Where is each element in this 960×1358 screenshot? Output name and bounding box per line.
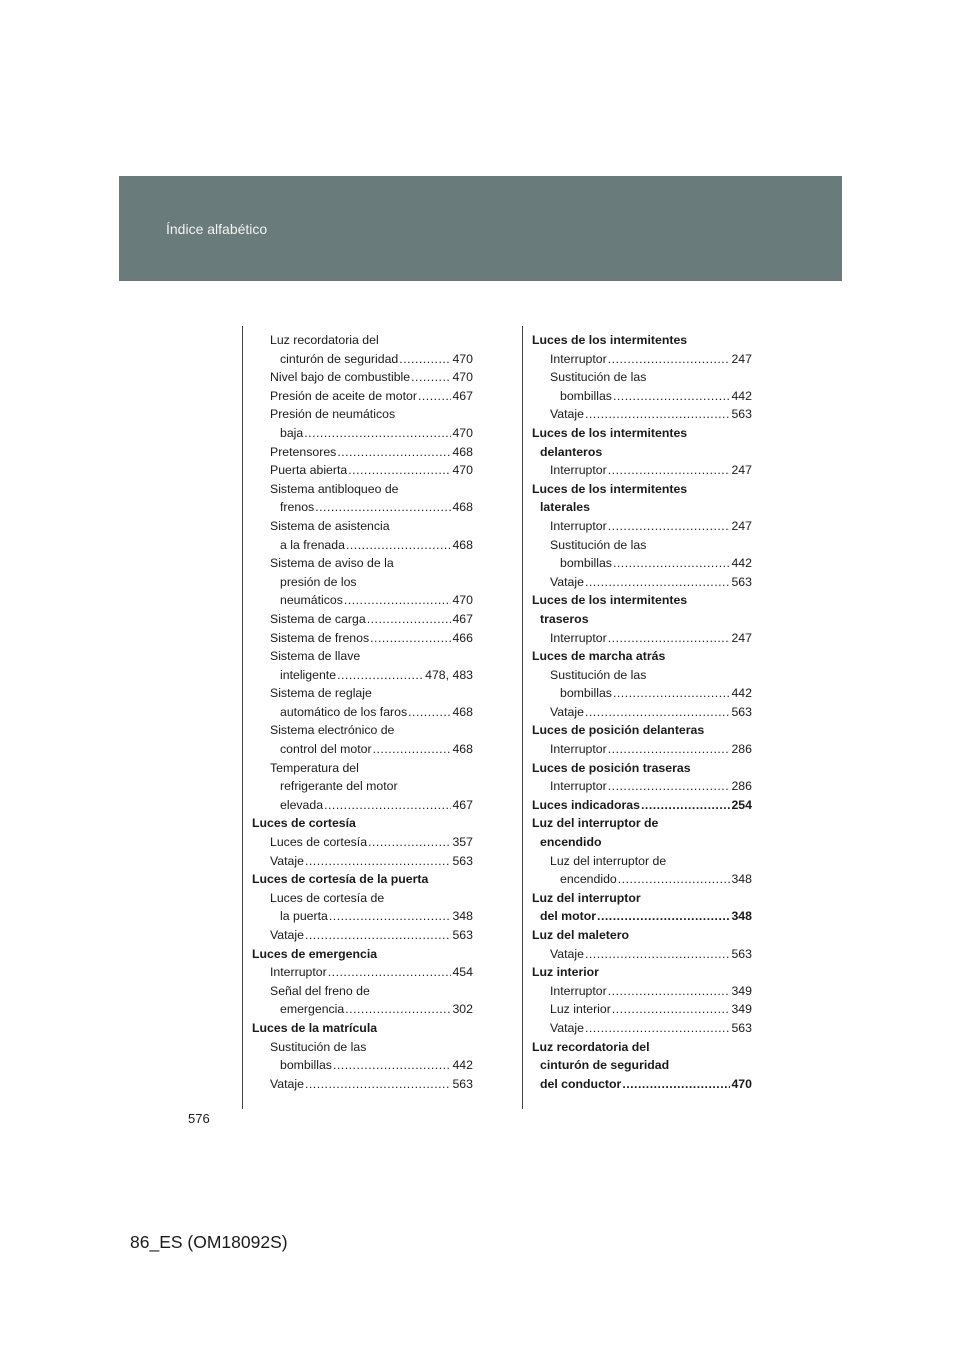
index-entry-text: Señal del freno de	[270, 983, 370, 998]
index-page-ref: 468	[452, 704, 473, 719]
index-page-ref: 563	[731, 1020, 752, 1035]
index-page-ref: 468	[452, 500, 473, 515]
index-entry	[532, 777, 752, 796]
index-entry	[532, 982, 752, 1001]
index-entry-text: Sistema antibloqueo de	[270, 481, 399, 496]
index-entry-text: Vataje	[550, 407, 584, 422]
index-entry-text: Luces de posición traseras	[532, 760, 691, 775]
index-entry-text: Luces indicadoras	[532, 797, 640, 812]
dot-leader	[612, 1000, 731, 1019]
index-entry	[532, 907, 752, 926]
column-divider-left	[242, 326, 243, 1109]
index-page-ref: 563	[731, 407, 752, 422]
index-page-ref: 442	[731, 556, 752, 571]
index-entry	[252, 629, 473, 648]
index-entry	[252, 461, 473, 480]
index-entry-text: Interruptor	[270, 965, 327, 980]
index-entry	[252, 368, 473, 387]
dot-leader	[399, 350, 451, 369]
index-entry-text: Luz del interruptor de	[550, 853, 667, 868]
index-entry-text: Luces de los intermitentes	[532, 333, 688, 347]
dot-leader	[418, 387, 452, 406]
index-entry-text: Luz del maletero	[532, 928, 630, 942]
index-entry	[532, 833, 752, 852]
index-entry	[532, 498, 752, 517]
index-entry-text: a la frenada	[280, 537, 345, 552]
index-entry-text: neumáticos	[280, 593, 343, 608]
index-entry-text: Interruptor	[550, 983, 607, 998]
index-entry-text: Interruptor	[550, 742, 607, 757]
index-entry-text: Luces de cortesía	[252, 816, 356, 831]
index-entry-text: frenos	[280, 500, 315, 515]
dot-leader	[315, 498, 451, 517]
index-entry	[532, 629, 752, 648]
index-entry-text: Sistema electrónico de	[270, 723, 395, 738]
dot-leader	[608, 777, 731, 796]
dot-leader	[304, 424, 451, 443]
index-page-ref: 247	[731, 463, 752, 478]
dot-leader	[370, 629, 451, 648]
dot-leader	[328, 963, 452, 982]
dot-leader	[345, 1000, 451, 1019]
dot-leader	[597, 907, 730, 926]
dot-leader	[337, 666, 424, 685]
index-entry-text: Luz del interruptor de	[532, 816, 659, 831]
index-entry	[252, 1075, 473, 1094]
index-entry	[252, 852, 473, 871]
index-entry	[532, 1075, 752, 1094]
index-entry-text: Luces de los intermitentes	[532, 481, 688, 496]
index-entry-text: Interruptor	[550, 351, 607, 366]
index-entry-text: Luz interior	[550, 1002, 611, 1017]
index-entry	[252, 963, 473, 982]
index-entry-text: Sustitución de las	[550, 667, 647, 682]
index-entry	[532, 963, 752, 982]
dot-leader	[333, 1056, 452, 1075]
index-page-ref: 348	[731, 872, 752, 887]
index-entry	[532, 796, 752, 815]
index-entry	[532, 331, 752, 350]
index-entry-text: Interruptor	[550, 518, 607, 533]
index-entry-text: bombillas	[280, 1058, 332, 1073]
dot-leader	[368, 833, 451, 852]
index-entry-text: Interruptor	[550, 463, 607, 478]
index-page-ref: 466	[452, 630, 473, 645]
dot-leader	[337, 443, 451, 462]
index-entry	[252, 945, 473, 964]
index-entry	[532, 721, 752, 740]
index-page-ref: 467	[452, 797, 473, 812]
index-entry-text: Vataje	[270, 1076, 304, 1091]
index-entry-text: Sistema de reglaje	[270, 686, 372, 701]
dot-leader	[608, 740, 731, 759]
index-entry	[252, 405, 473, 424]
index-page-ref: 348	[452, 909, 473, 924]
index-entry	[252, 684, 473, 703]
index-entry	[252, 703, 473, 722]
index-page-ref: 247	[731, 630, 752, 645]
index-entry-text: Vataje	[270, 928, 304, 942]
index-page-ref: 286	[731, 742, 752, 757]
index-entry-text: Luces de cortesía de la puerta	[252, 872, 429, 887]
index-entry	[532, 424, 752, 443]
index-entry	[252, 870, 473, 889]
index-entry-text: Temperatura del	[270, 760, 359, 775]
index-entry-text: presión de los	[280, 574, 357, 589]
index-entry-text: Luz interior	[532, 965, 599, 980]
index-entry-text: Vataje	[550, 946, 584, 961]
index-entry	[252, 573, 473, 592]
index-entry	[532, 368, 752, 387]
index-entry-text: bombillas	[560, 388, 612, 403]
index-page-ref: 563	[731, 574, 752, 589]
dot-leader	[608, 982, 731, 1001]
index-page-ref: 468	[452, 537, 473, 552]
index-entry-text: Vataje	[550, 704, 584, 719]
index-entry-text: del motor	[540, 909, 597, 924]
index-entry-text: Sistema de carga	[270, 611, 366, 626]
index-entry-text: cinturón de seguridad	[540, 1058, 670, 1073]
index-entry-text: Luces de cortesía de	[270, 890, 385, 905]
index-entry-text: del conductor	[540, 1076, 622, 1091]
index-entry-text: Vataje	[550, 1020, 584, 1035]
index-page-ref: 563	[452, 853, 473, 868]
dot-leader	[608, 629, 731, 648]
dot-leader	[641, 796, 730, 815]
index-entry-text: Sustitución de las	[270, 1039, 367, 1054]
index-entry-text: baja	[280, 425, 304, 440]
index-page-ref: 247	[731, 518, 752, 533]
index-entry-text: Sistema de llave	[270, 649, 361, 664]
index-entry-text: bombillas	[560, 556, 612, 571]
index-page-ref: 563	[731, 946, 752, 961]
index-page-ref: 247	[731, 351, 752, 366]
document-code: 86_ES (OM18092S)	[130, 1232, 288, 1252]
index-page-ref: 302	[452, 1002, 473, 1017]
index-entry-text: la puerta	[280, 909, 328, 924]
index-entry	[532, 666, 752, 685]
index-entry-text: Luces de posición delanteras	[532, 723, 705, 738]
index-page-ref: 442	[731, 686, 752, 701]
index-page-ref: 442	[452, 1058, 473, 1073]
index-page-ref: 468	[452, 444, 473, 459]
index-entry	[532, 852, 752, 871]
index-entry	[532, 443, 752, 462]
index-entry	[532, 554, 752, 573]
index-entry	[532, 684, 752, 703]
index-entry	[532, 536, 752, 555]
index-entry-text: Vataje	[550, 574, 584, 589]
index-page-ref: 442	[731, 388, 752, 403]
index-entry-text: automático de los faros	[280, 704, 408, 719]
index-page-ref: 468	[452, 742, 473, 757]
index-entry	[252, 926, 473, 945]
index-entry	[252, 982, 473, 1001]
index-entry	[532, 461, 752, 480]
index-entry	[532, 945, 752, 964]
index-entry	[252, 591, 473, 610]
dot-leader	[585, 1019, 731, 1038]
index-entry-text: control del motor	[280, 742, 372, 757]
index-entry-text: Luces de emergencia	[252, 946, 378, 961]
index-entry	[252, 1056, 473, 1075]
index-entry	[252, 350, 473, 369]
section-title: Índice alfabético	[166, 221, 268, 237]
index-entry	[252, 443, 473, 462]
dot-leader	[344, 591, 452, 610]
index-entry	[252, 424, 473, 443]
index-entry-text: refrigerante del motor	[280, 779, 398, 794]
index-page-ref: 478, 483	[425, 667, 473, 682]
index-entry-text: Luces de cortesía	[270, 835, 368, 850]
index-entry-text: Sustitución de las	[550, 370, 647, 385]
index-page-ref: 470	[452, 593, 473, 608]
index-entry	[532, 1056, 752, 1075]
index-entry	[532, 610, 752, 629]
column-divider-right	[522, 326, 523, 1109]
index-page-ref: 470	[452, 370, 473, 385]
index-entry-text: Puerta abierta	[270, 463, 348, 478]
index-entry	[252, 536, 473, 555]
index-entry	[532, 591, 752, 610]
dot-leader	[411, 368, 451, 387]
index-entry-text: Luces de los intermitentes	[532, 593, 688, 608]
dot-leader	[408, 703, 451, 722]
index-entry	[532, 405, 752, 424]
index-entry-text: Presión de aceite de motor	[270, 388, 417, 403]
dot-leader	[305, 852, 452, 871]
index-page-ref: 563	[452, 928, 473, 942]
index-entry	[252, 889, 473, 908]
dot-leader	[346, 536, 452, 555]
index-page-ref: 254	[731, 797, 752, 812]
index-entry-text: bombillas	[560, 686, 612, 701]
index-page-ref: 563	[731, 704, 752, 719]
index-page-ref: 467	[452, 388, 473, 403]
index-entry	[252, 759, 473, 778]
index-page-ref: 470	[452, 351, 473, 366]
index-page-ref: 470	[452, 425, 473, 440]
index-entry	[532, 759, 752, 778]
index-entry-text: Interruptor	[550, 779, 607, 794]
index-entry-text: cinturón de seguridad	[280, 351, 399, 366]
index-entry-text: Pretensores	[270, 444, 337, 459]
index-entry	[252, 777, 473, 796]
index-entry-text: elevada	[280, 797, 324, 812]
index-entry	[252, 740, 473, 759]
index-entry	[252, 647, 473, 666]
index-entry-text: laterales	[540, 500, 590, 515]
index-entry	[252, 554, 473, 573]
index-entry	[252, 907, 473, 926]
index-entry	[252, 1000, 473, 1019]
index-entry	[252, 833, 473, 852]
index-page-ref: 470	[452, 463, 473, 478]
index-page-ref: 467	[452, 611, 473, 626]
dot-leader	[585, 573, 731, 592]
index-entry	[532, 703, 752, 722]
index-entry-text: Luces de los intermitentes	[532, 425, 688, 440]
index-page-ref: 349	[731, 1002, 752, 1017]
dot-leader	[324, 796, 451, 815]
index-page-ref: 286	[731, 779, 752, 794]
index-entry-text: Luz del interruptor	[532, 890, 641, 905]
index-entry-text: Luz recordatoria del	[532, 1039, 650, 1054]
index-entry-text: Luces de la matrícula	[252, 1020, 378, 1035]
index-entry	[252, 721, 473, 740]
index-entry-text: Sistema de aviso de la	[270, 556, 394, 571]
index-page-ref: 349	[731, 983, 752, 998]
index-entry	[532, 740, 752, 759]
index-entry-text: Vataje	[270, 853, 304, 868]
index-entry-text: inteligente	[280, 667, 337, 682]
dot-leader	[613, 554, 731, 573]
index-entry-text: encendido	[560, 872, 617, 887]
dot-leader	[585, 405, 731, 424]
index-page-ref: 357	[452, 835, 473, 850]
index-entry-text: Luz recordatoria del	[270, 333, 379, 347]
index-column-right	[532, 331, 752, 1093]
index-entry-text: traseros	[540, 611, 589, 626]
page-number: 576	[188, 1111, 210, 1126]
dot-leader	[305, 926, 452, 945]
index-entry	[252, 796, 473, 815]
index-entry-text: Nivel bajo de combustible	[270, 370, 411, 385]
index-entry	[532, 926, 752, 945]
index-entry	[252, 610, 473, 629]
index-entry	[252, 498, 473, 517]
dot-leader	[305, 1075, 452, 1094]
dot-leader	[613, 387, 731, 406]
index-entry	[532, 517, 752, 536]
index-page-ref: 470	[731, 1076, 752, 1091]
dot-leader	[613, 684, 731, 703]
index-entry	[532, 350, 752, 369]
index-entry	[252, 1019, 473, 1038]
index-entry-text: delanteros	[540, 444, 603, 459]
index-entry-text: Luces de marcha atrás	[532, 649, 666, 664]
dot-leader	[348, 461, 451, 480]
dot-leader	[373, 740, 452, 759]
index-entry	[252, 666, 473, 685]
index-entry-text: Interruptor	[550, 630, 607, 645]
index-entry	[532, 387, 752, 406]
index-entry-text: encendido	[540, 835, 602, 850]
index-entry	[532, 647, 752, 666]
index-page-ref: 563	[452, 1076, 473, 1091]
index-column-left	[252, 331, 473, 1093]
index-entry	[252, 1038, 473, 1057]
index-entry	[252, 814, 473, 833]
dot-leader	[622, 1075, 730, 1094]
index-entry	[252, 331, 473, 350]
dot-leader	[608, 517, 731, 536]
index-entry	[532, 1038, 752, 1057]
dot-leader	[329, 907, 452, 926]
dot-leader	[618, 870, 731, 889]
dot-leader	[608, 350, 731, 369]
index-entry	[532, 573, 752, 592]
index-entry-text: Presión de neumáticos	[270, 407, 396, 422]
index-entry-text: Sistema de asistencia	[270, 518, 390, 533]
index-entry	[532, 480, 752, 499]
dot-leader	[585, 703, 731, 722]
index-entry	[532, 1019, 752, 1038]
index-entry	[532, 1000, 752, 1019]
index-page-ref: 348	[731, 909, 752, 924]
index-entry	[532, 814, 752, 833]
index-page-ref: 454	[452, 965, 473, 980]
dot-leader	[585, 945, 731, 964]
index-entry	[252, 387, 473, 406]
index-entry-text: emergencia	[280, 1002, 345, 1017]
dot-leader	[367, 610, 452, 629]
index-entry	[252, 480, 473, 499]
index-entry	[532, 870, 752, 889]
index-entry	[252, 517, 473, 536]
index-entry	[532, 889, 752, 908]
index-entry-text: Sistema de frenos	[270, 630, 370, 645]
dot-leader	[608, 461, 731, 480]
index-entry-text: Sustitución de las	[550, 537, 647, 552]
